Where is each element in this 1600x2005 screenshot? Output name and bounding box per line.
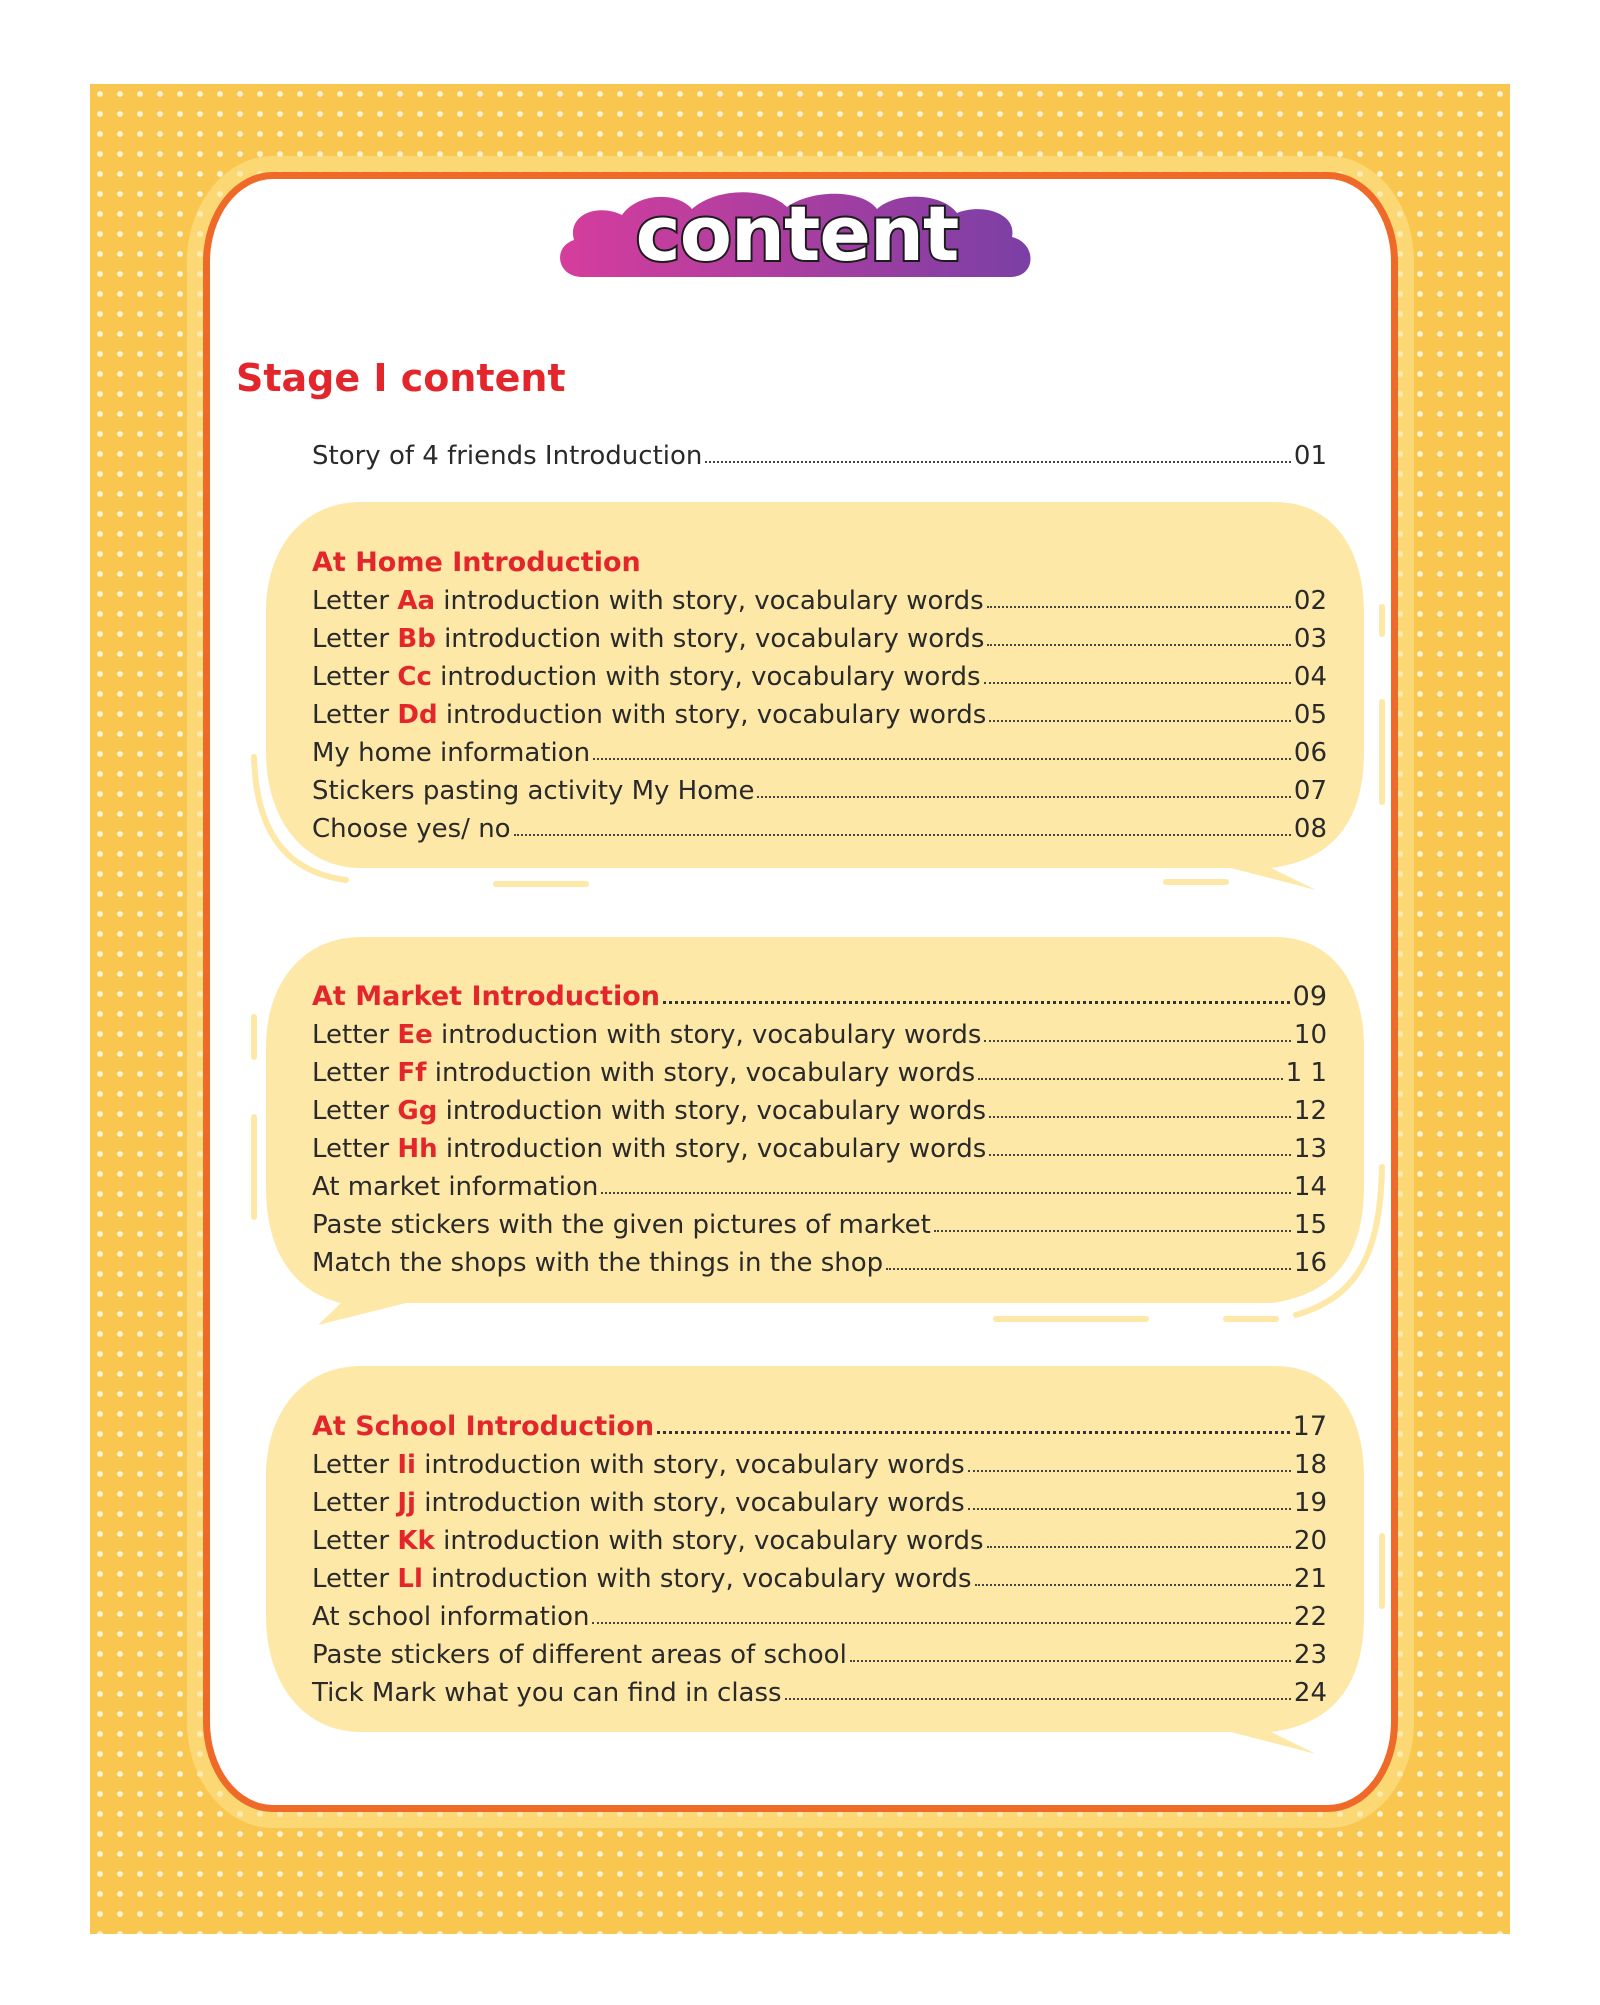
toc-item-prefix: Letter (312, 624, 398, 654)
dot-leader (785, 1698, 1291, 1700)
dot-leader (987, 1546, 1291, 1548)
page-number: 08 (1293, 814, 1327, 844)
page-number: 07 (1293, 776, 1327, 806)
toc-item-prefix: Letter (312, 1488, 398, 1518)
toc-item-text: introduction with story, vocabulary words (435, 586, 984, 616)
section-heading[interactable] (312, 1404, 1327, 1442)
letter-highlight: Dd (397, 700, 438, 730)
toc-intro-row[interactable] (312, 433, 1327, 471)
toc-item-text: introduction with story, vocabulary words (434, 1526, 984, 1556)
page-number: 06 (1293, 738, 1327, 768)
toc-item[interactable] (312, 654, 1327, 692)
toc-item[interactable] (312, 1480, 1327, 1518)
toc-item-text: Paste stickers of different areas of school (312, 1640, 847, 1670)
toc-item-text: Match the shops with the things in the shop (312, 1248, 884, 1278)
dot-leader (968, 1508, 1291, 1510)
dot-leader (987, 644, 1290, 646)
toc-item-prefix: Letter (312, 1134, 398, 1164)
letter-highlight: Cc (397, 662, 432, 692)
letter-highlight: Aa (397, 586, 436, 616)
toc-item[interactable] (312, 1518, 1327, 1556)
section-heading-text: At School Introduction (312, 1411, 655, 1442)
dot-leader (657, 1431, 1289, 1434)
toc-item-text: Stickers pasting activity My Home (312, 776, 755, 806)
toc-item[interactable] (312, 616, 1327, 654)
toc-item[interactable] (312, 1088, 1327, 1126)
dot-leader (850, 1660, 1291, 1662)
page-number: 02 (1293, 586, 1327, 616)
toc-item[interactable] (312, 1670, 1327, 1708)
toc-item[interactable] (312, 578, 1327, 616)
toc-item-text: introduction with story, vocabulary words (437, 1134, 987, 1164)
page-number: 24 (1293, 1678, 1327, 1708)
letter-highlight: Ii (397, 1450, 416, 1480)
toc-item[interactable] (312, 1050, 1327, 1088)
toc-item-prefix: Letter (312, 662, 398, 692)
letter-highlight: Hh (397, 1134, 438, 1164)
toc-item[interactable] (312, 1202, 1327, 1240)
toc-item-text: introduction with story, vocabulary words (432, 1020, 982, 1050)
toc-item-prefix: Letter (312, 700, 398, 730)
toc-item-text: introduction with story, vocabulary words (426, 1058, 976, 1088)
dot-leader (934, 1230, 1291, 1232)
dot-leader (593, 758, 1291, 760)
toc-item-text: Story of 4 friends Introduction (312, 441, 703, 471)
letter-highlight: Ee (397, 1020, 433, 1050)
page-number: 23 (1293, 1640, 1327, 1670)
toc-item-text: introduction with story, vocabulary words (435, 624, 985, 654)
toc-item-prefix: Letter (312, 1020, 398, 1050)
dot-leader (978, 1078, 1283, 1080)
page-number: 10 (1293, 1020, 1327, 1050)
dot-leader (987, 606, 1291, 608)
toc-item-prefix: Letter (312, 1526, 398, 1556)
toc-item[interactable] (312, 1240, 1327, 1278)
toc-item[interactable] (312, 1632, 1327, 1670)
page-number: 21 (1293, 1564, 1327, 1594)
page-number: 01 (1293, 441, 1327, 471)
toc-item[interactable] (312, 1594, 1327, 1632)
toc-item-text: introduction with story, vocabulary words (422, 1564, 972, 1594)
section-heading-text: At Market Introduction (312, 981, 660, 1012)
toc-item-text: Paste stickers with the given pictures of market (312, 1210, 931, 1240)
section-heading[interactable] (312, 974, 1327, 1012)
page-number: 1 1 (1285, 1058, 1327, 1088)
dot-leader (705, 461, 1291, 463)
page-number: 16 (1293, 1248, 1327, 1278)
dot-leader (989, 720, 1291, 722)
page-number: 05 (1293, 700, 1327, 730)
toc-item-text: My home information (312, 738, 591, 768)
toc-item-text: introduction with story, vocabulary words (431, 662, 981, 692)
page-number: 17 (1292, 1411, 1327, 1442)
toc-item[interactable] (312, 1556, 1327, 1594)
letter-highlight: Jj (397, 1488, 416, 1518)
toc-item-prefix: Letter (312, 586, 398, 616)
page-title: content (635, 189, 959, 278)
dot-leader (663, 1001, 1290, 1004)
section-heading-text: At Home Introduction (312, 547, 641, 578)
toc-item[interactable] (312, 692, 1327, 730)
page-number: 15 (1293, 1210, 1327, 1240)
page-number: 03 (1293, 624, 1327, 654)
toc-item[interactable] (312, 1012, 1327, 1050)
dot-leader (984, 682, 1291, 684)
page-number: 12 (1293, 1096, 1327, 1126)
toc-item-text: At school information (312, 1602, 590, 1632)
letter-highlight: Bb (397, 624, 436, 654)
toc-item-prefix: Letter (312, 1564, 398, 1594)
dot-leader (975, 1584, 1291, 1586)
section-heading[interactable] (312, 540, 1327, 578)
toc-item-text: introduction with story, vocabulary words (415, 1450, 965, 1480)
letter-highlight: Gg (397, 1096, 438, 1126)
letter-highlight: Ll (397, 1564, 423, 1594)
toc-item-text: introduction with story, vocabulary words (415, 1488, 965, 1518)
letter-highlight: Ff (397, 1058, 427, 1088)
dot-leader (601, 1192, 1291, 1194)
toc-item[interactable] (312, 730, 1327, 768)
dot-leader (989, 1116, 1291, 1118)
page-number: 20 (1293, 1526, 1327, 1556)
toc-item[interactable] (312, 1442, 1327, 1480)
page-number: 09 (1292, 981, 1327, 1012)
dot-leader (514, 834, 1291, 836)
page-number: 22 (1293, 1602, 1327, 1632)
toc-item[interactable] (312, 1126, 1327, 1164)
page-number: 19 (1293, 1488, 1327, 1518)
dot-leader (984, 1040, 1290, 1042)
toc-item-text: At market information (312, 1172, 599, 1202)
toc-item-text: introduction with story, vocabulary words (437, 1096, 986, 1126)
page-number: 14 (1293, 1172, 1327, 1202)
dot-leader (968, 1470, 1291, 1472)
dot-leader (886, 1268, 1291, 1270)
page-number: 04 (1293, 662, 1327, 692)
dot-leader (592, 1622, 1290, 1624)
toc-item[interactable] (312, 806, 1327, 844)
toc-item-text: Choose yes/ no (312, 814, 511, 844)
page-number: 18 (1293, 1450, 1327, 1480)
stage-title: Stage I content (236, 356, 566, 400)
dot-leader (989, 1154, 1291, 1156)
toc-item-text: introduction with story, vocabulary words (437, 700, 987, 730)
dot-leader (757, 796, 1290, 798)
toc-item-prefix: Letter (312, 1450, 398, 1480)
title-banner (552, 185, 1042, 295)
toc-item-prefix: Letter (312, 1096, 398, 1126)
toc-item-prefix: Letter (312, 1058, 398, 1088)
toc-item[interactable] (312, 1164, 1327, 1202)
toc-item-text: Tick Mark what you can find in class (312, 1678, 782, 1708)
letter-highlight: Kk (397, 1526, 435, 1556)
toc-item[interactable] (312, 768, 1327, 806)
page-number: 13 (1293, 1134, 1327, 1164)
